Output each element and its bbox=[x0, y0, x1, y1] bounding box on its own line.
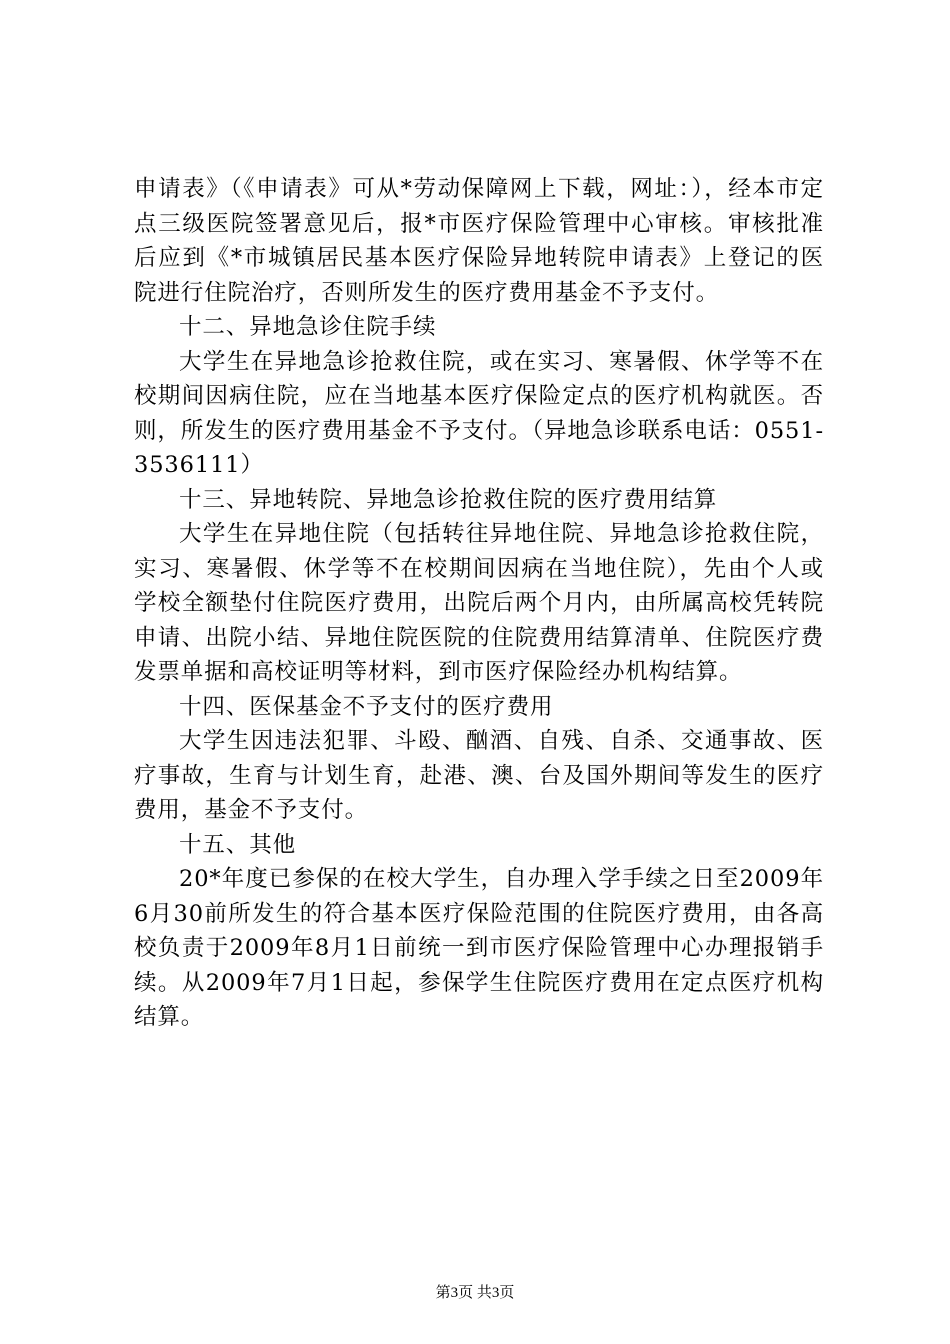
paragraph-settlement: 大学生在异地住院（包括转往异地住院、异地急诊抢救住院，实习、寒暑假、休学等不在校期间因病在当地住院），先由个人或学校全额垫付住院医疗费用，出院后两个月内，由所属高校凭转院申请、出院小结、异地住院医院的住院费用结算清单、住院医疗费发票单据和高校证明等材料，到市医疗保险经办机构结算。 bbox=[134, 521, 824, 685]
section-heading-14: 十四、医保基金不予支付的医疗费用 bbox=[179, 693, 554, 720]
paragraph-emergency-hospitalization: 大学生在异地急诊抢救住院，或在实习、寒暑假、休学等不在校期间因病住院，应在当地基本医疗保险定点的医疗机构就医。否则，所发生的医疗费用基金不予支付。（异地急诊联系电话：0551-3536111） bbox=[134, 348, 824, 478]
section-heading-13: 十三、异地转院、异地急诊抢救住院的医疗费用结算 bbox=[179, 486, 718, 513]
page-footer: 第3页 共3页 bbox=[435, 1285, 515, 1301]
paragraph-other: 20*年度已参保的在校大学生，自办理入学手续之日至2009年6月30前所发生的符合基本医疗保险范围的住院医疗费用，由各高校负责于2009年8月1日前统一到市医疗保险管理中心办理报销手续。从2009年7月1日起，参保学生住院医疗费用在定点医疗机构结算。 bbox=[134, 866, 824, 1030]
paragraph-non-covered-costs: 大学生因违法犯罪、斗殴、酗酒、自残、自杀、交通事故、医疗事故，生育与计划生育，赴港、澳、台及国外期间等发生的医疗费用，基金不予支付。 bbox=[134, 728, 824, 823]
document-body bbox=[134, 172, 824, 1035]
section-heading-12: 十二、异地急诊住院手续 bbox=[179, 314, 437, 340]
paragraph-continuation: 申请表》（《申请表》可从*劳动保障网上下载，网址：），经本市定点三级医院签署意见后，报*市医疗保险管理中心审核。审核批准后应到《*市城镇居民基本医疗保险异地转院申请表》上登记的医院进行住院治疗，否则所发生的医疗费用基金不予支付。 bbox=[134, 176, 824, 306]
section-heading-15: 十五、其他 bbox=[179, 831, 297, 858]
